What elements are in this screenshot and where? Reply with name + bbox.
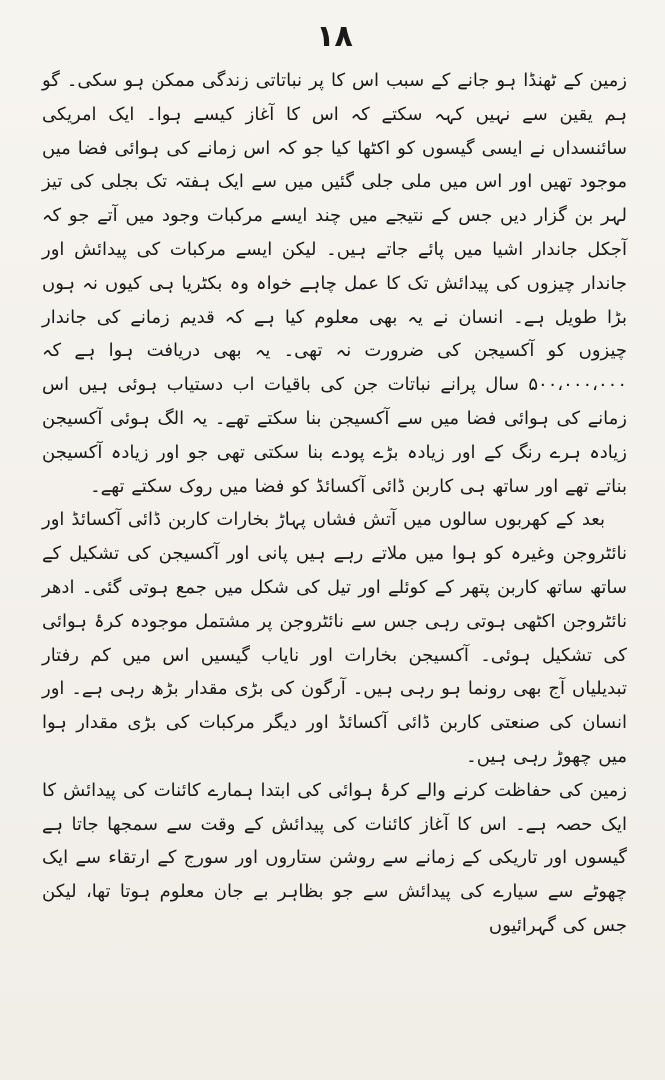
page-body-text bbox=[42, 64, 627, 943]
paragraph: زمین کے ٹھنڈا ہو جانے کے سبب اس کا پر نباتاتی زندگی ممکن ہو سکی۔ گو ہم یقین سے نہیں کہہ سکتے کہ اس کا آغاز کیسے ہوا۔ ایک امریکی سائنسداں نے ایسی گیسوں کو اکٹھا کیا جو کہ اس زمانے کی ہوائی فضا میں موجود تھیں اور اس میں ملی جلی گئیں میں سے ایک ہفتہ تک بجلی کی تیز لہر بن گزار دیں جس کے نتیجے میں چند ایسے مرکبات وجود میں آتے جو کہ آجکل جاندار اشیا میں پائے جاتے ہیں۔ لیکن ایسے مرکبات کی پیدائش اور جاندار چیزوں کی پیدائش تک کا عمل چاہے خواہ وہ بکٹریا ہی کیوں نہ ہوں بڑا طویل ہے۔ انسان نے یہ بھی معلوم کیا ہے کہ قدیم زمانے کی جاندار چیزوں کو آکسیجن کی ضرورت نہ تھی۔ یہ بھی دریافت ہوا ہے کہ ۵۰۰،۰۰۰،۰۰۰ سال پرانے نباتات جن کی باقیات اب دستیاب ہوئی ہیں اس زمانے کی ہوائی فضا میں سے آکسیجن بنا سکتے تھے۔ یہ الگ ہوئی آکسیجن زیادہ ہرے رنگ کے اور زیادہ بڑے پودے بنا سکتی تھی جو اور زیادہ آکسیجن بناتے تھے اور ساتھ ہی کاربن ڈائی آکسائڈ کو فضا میں روک سکتے تھے۔ bbox=[42, 70, 627, 497]
paragraph: بعد کے کھربوں سالوں میں آتش فشاں پہاڑ بخارات کاربن ڈائی آکسائڈ اور نائٹروجن وغیرہ کو ہوا میں ملاتے رہے ہیں پانی اور آکسیجن کی تشکیل کے ساتھ ساتھ کاربن پتھر کے کوئلے اور تیل کی شکل میں جمع ہوتی گئی۔ ادھر نائٹروجن اکٹھی ہوتی رہی جس سے نائٹروجن پر مشتمل موجودہ کرۂ ہوائی کی تشکیل ہوئی۔ آکسیجن بخارات اور نایاب گیسیں اس میں کم رفتار تبدیلیاں آج بھی رونما ہو رہی ہیں۔ آرگون کی بڑی مقدار بڑھ رہی ہے۔ اور انسان کی صنعتی کاربن ڈائی آکسائڈ اور دیگر مرکبات کی بڑی مقدار ہوا میں چھوڑ رہی ہیں۔ bbox=[42, 509, 627, 767]
page-number: ۱۸ bbox=[316, 19, 353, 54]
paragraph: زمین کی حفاظت کرنے والے کرۂ ہوائی کی ابتدا ہمارے کائنات کی پیدائش کا ایک حصہ ہے۔ اس کا آغاز کائنات کی پیدائش کے وقت سے سمجھا جاتا ہے گیسوں اور تاریکی کے زمانے سے روشن ستاروں اور سورج کے ارتقاء سے ایک چھوٹے سے سیارے کی پیدائش سے جو بظاہر بے جان معلوم ہوتا تھا، لیکن جس کی گہرائیوں bbox=[42, 779, 627, 936]
